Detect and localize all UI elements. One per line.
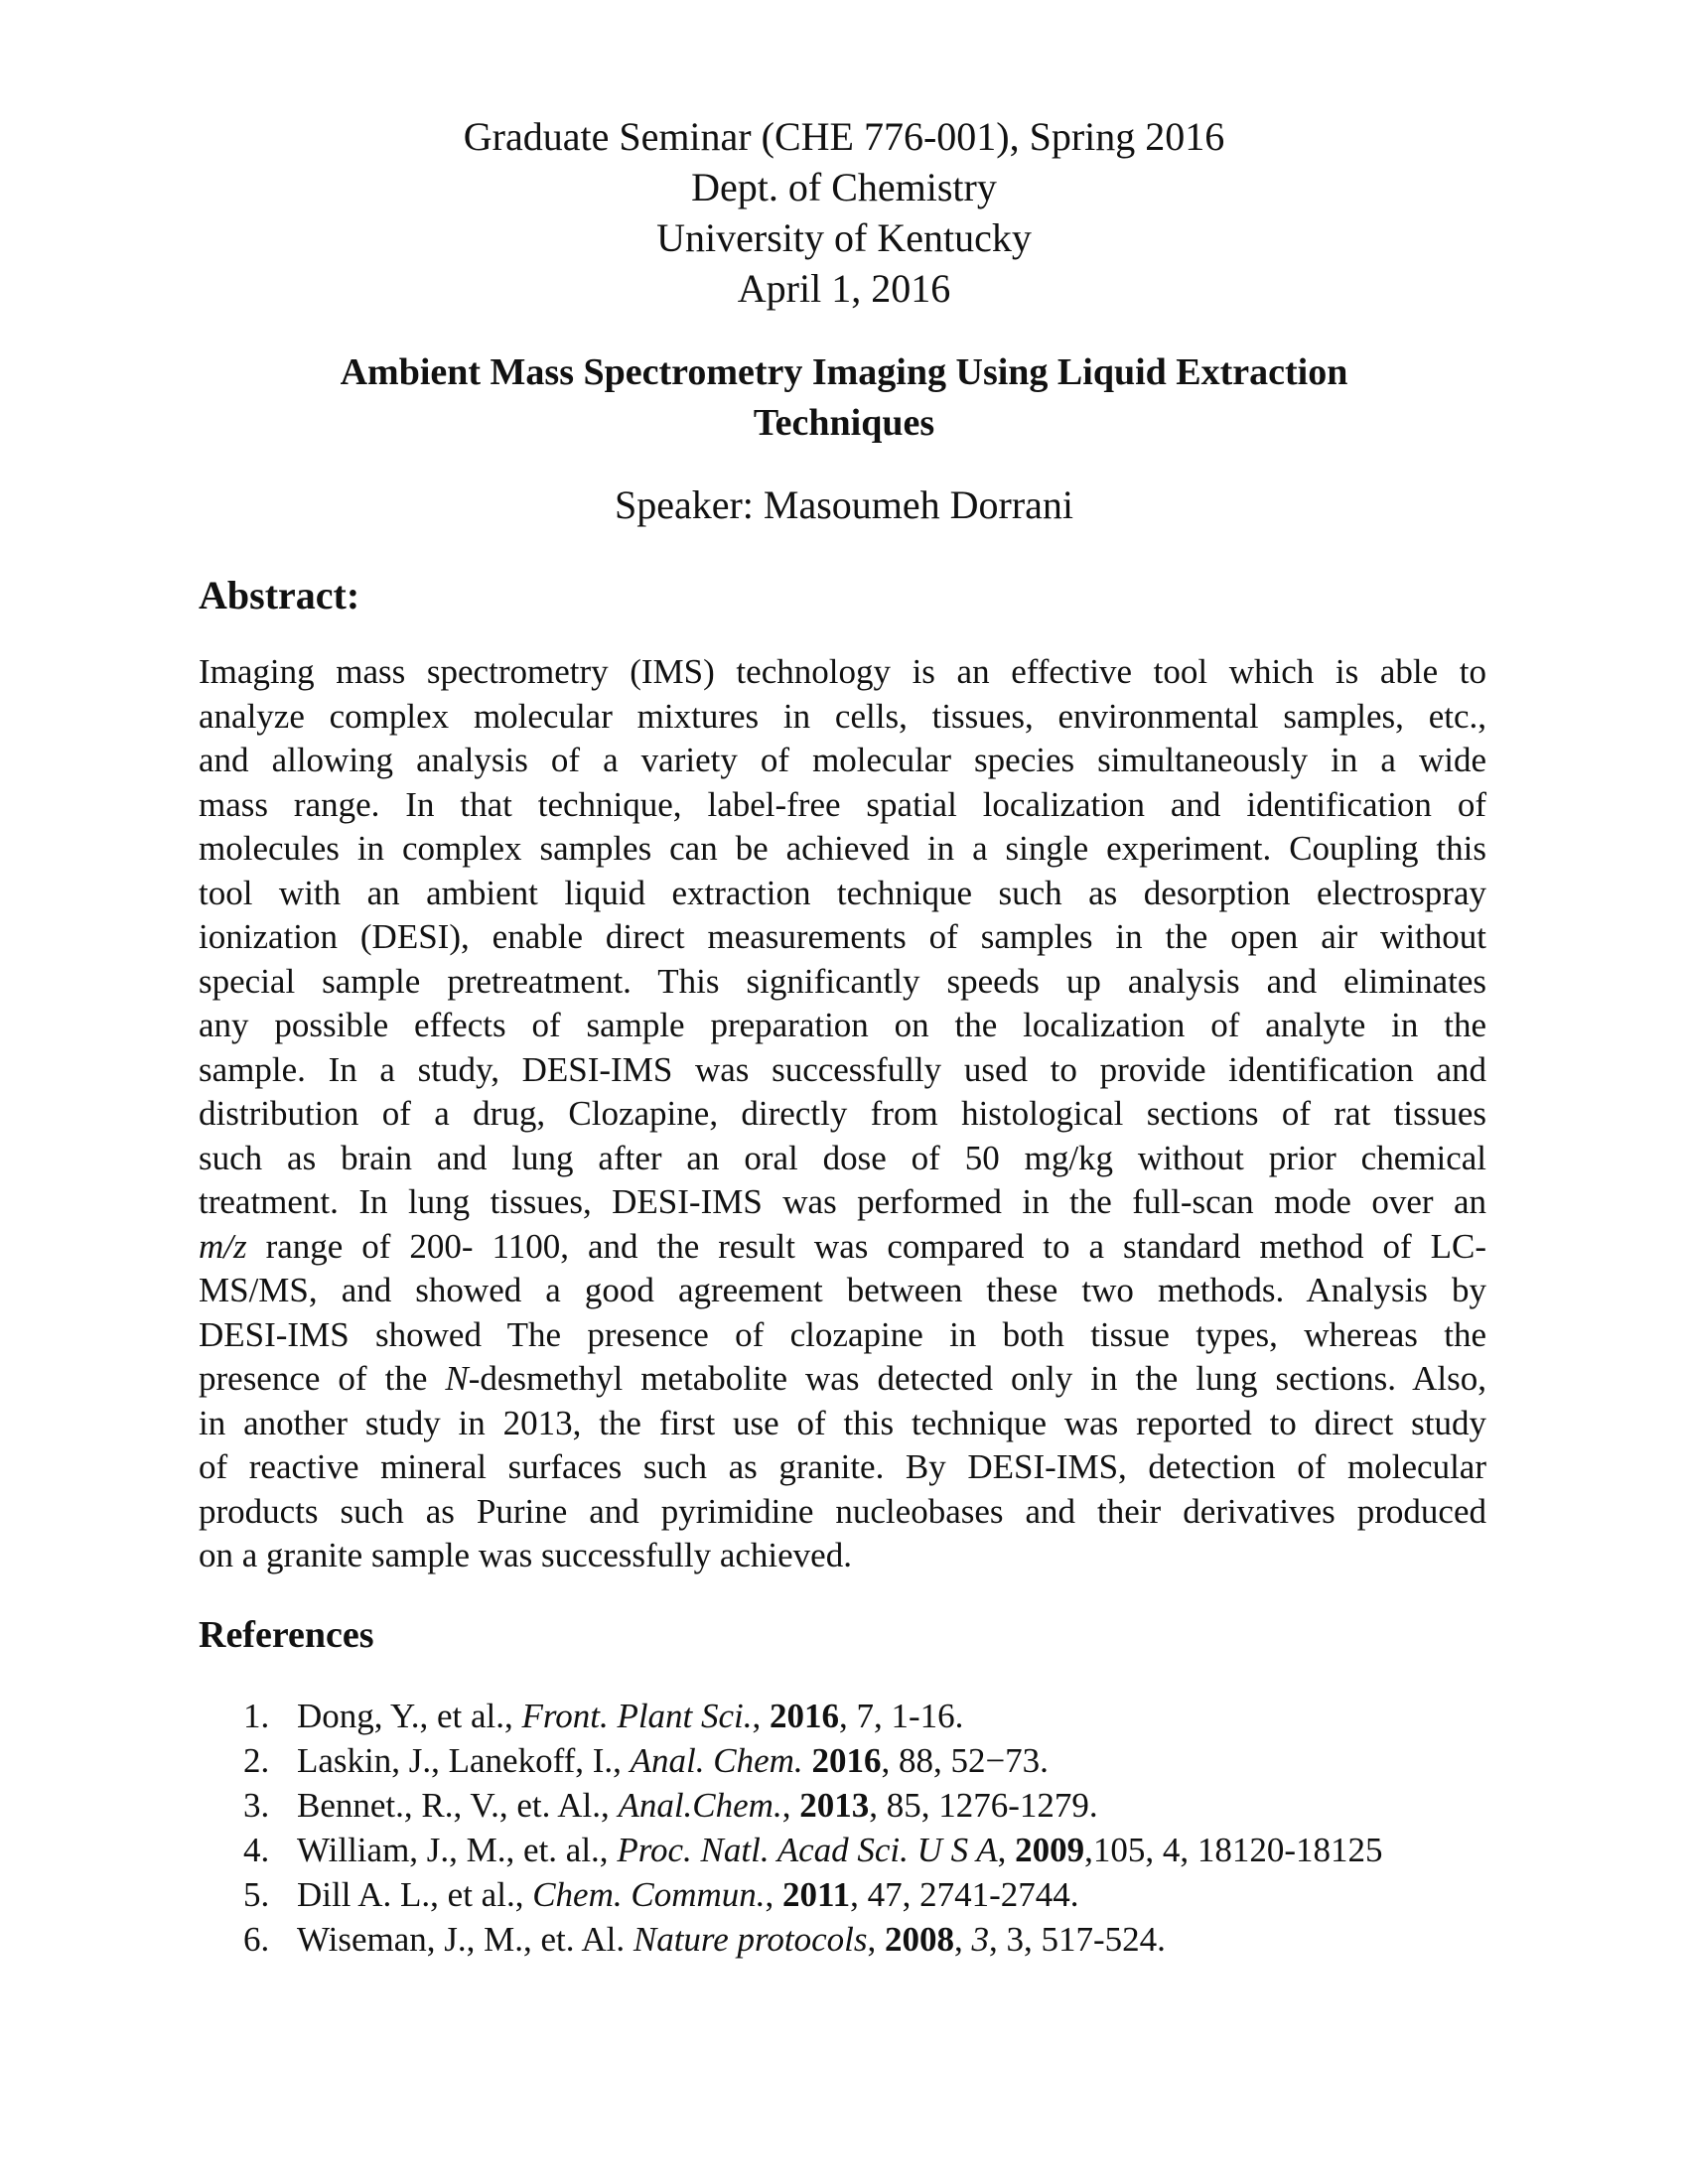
abstract-text: presence of the	[199, 1359, 446, 1398]
reference-volume: 3	[971, 1920, 989, 1959]
reference-number: 5.	[243, 1875, 270, 1914]
reference-separator: ,	[752, 1697, 771, 1735]
reference-year: 2009	[1015, 1831, 1085, 1869]
abstract-line: molecules in complex samples can be achieved in a single experiment. Coupling this	[199, 829, 1486, 868]
reference-year: 2013	[799, 1786, 870, 1825]
reference-number: 1.	[243, 1697, 270, 1735]
reference-authors: Laskin, J., Lanekoff, I.,	[297, 1741, 631, 1780]
reference-journal: Anal. Chem.	[630, 1741, 803, 1780]
abstract-line: Imaging mass spectrometry (IMS) technology is an effective tool which is able to	[199, 652, 1486, 691]
reference-separator: ,	[781, 1786, 800, 1825]
abstract-line: ionization (DESI), enable direct measurements of samples in the open air without	[199, 917, 1486, 956]
reference-separator: ,	[867, 1920, 885, 1959]
reference-details: , 3, 517-524.	[988, 1920, 1166, 1959]
abstract-text: range of 200- 1100, and the result was compared to a standard method of LC-	[246, 1226, 1486, 1266]
abstract-heading: Abstract:	[199, 573, 360, 617]
reference-authors: William, J., M., et. al.,	[297, 1831, 618, 1869]
reference-year: 2016	[770, 1697, 840, 1735]
abstract-line: on a granite sample was successfully achieved.	[199, 1536, 852, 1574]
reference-details: , 7, 1-16.	[839, 1697, 964, 1735]
abstract-line: in another study in 2013, the first use of this technique was reported to direct study	[199, 1403, 1486, 1442]
seminar-date: April 1, 2016	[737, 266, 951, 311]
reference-item	[243, 1783, 1504, 1828]
reference-number: 2.	[243, 1741, 270, 1780]
abstract-line	[199, 1225, 1486, 1270]
reference-item	[243, 1917, 1504, 1962]
seminar-header	[0, 111, 1688, 314]
reference-authors: Dong, Y., et al.,	[297, 1697, 522, 1735]
abstract-line: mass range. In that technique, label-free spatial localization and identification of	[199, 784, 1486, 824]
seminar-university: University of Kentucky	[656, 215, 1032, 260]
abstract-line: any possible effects of sample preparation on the localization of analyte in the	[199, 1006, 1486, 1044]
reference-details: ,105, 4, 18120-18125	[1084, 1831, 1383, 1869]
reference-item	[243, 1738, 1504, 1783]
seminar-course: Graduate Seminar (CHE 776-001), Spring 2016	[463, 114, 1225, 159]
reference-separator: ,	[765, 1875, 783, 1914]
reference-journal: Chem. Commun.	[532, 1875, 766, 1914]
reference-journal: Front. Plant Sci.	[521, 1697, 753, 1735]
abstract-line: MS/MS, and showed a good agreement between these two methods. Analysis by	[199, 1271, 1486, 1309]
reference-number: 4.	[243, 1831, 270, 1869]
seminar-department: Dept. of Chemistry	[691, 165, 997, 209]
reference-authors: Bennet., R., V., et. Al.,	[297, 1786, 619, 1825]
reference-details: ,	[953, 1920, 972, 1959]
abstract-line: tool with an ambient liquid extraction technique such as desorption electrospray	[199, 873, 1486, 912]
reference-separator: ,	[997, 1831, 1016, 1869]
reference-authors: Dill A. L., et al.,	[297, 1875, 533, 1914]
abstract-line	[199, 1357, 1486, 1402]
reference-item	[243, 1694, 1504, 1738]
references-list	[243, 1694, 1504, 1962]
abstract-line: products such as Purine and pyrimidine nucleobases and their derivatives produced	[199, 1491, 1486, 1531]
abstract-line: of reactive mineral surfaces such as granite. By DESI-IMS, detection of molecular	[199, 1447, 1486, 1486]
reference-details: , 85, 1276-1279.	[869, 1786, 1098, 1825]
reference-year: 2016	[811, 1741, 882, 1780]
talk-title	[228, 347, 1460, 449]
reference-journal: Nature protocols	[633, 1920, 868, 1959]
reference-item	[243, 1872, 1504, 1917]
reference-details: , 88, 52−73.	[881, 1741, 1049, 1780]
reference-number: 6.	[243, 1920, 270, 1959]
abstract-line: special sample pretreatment. This significantly speeds up analysis and eliminates	[199, 961, 1486, 1001]
reference-item	[243, 1828, 1504, 1872]
abstract-body	[199, 650, 1486, 1578]
abstract-line: and allowing analysis of a variety of molecular species simultaneously in a wide	[199, 741, 1486, 779]
reference-journal: Proc. Natl. Acad Sci. U S A	[617, 1831, 998, 1869]
reference-number: 3.	[243, 1786, 270, 1825]
references-heading: References	[199, 1614, 374, 1656]
abstract-line: treatment. In lung tissues, DESI-IMS was performed in the full-scan mode over an	[199, 1182, 1486, 1221]
abstract-line: sample. In a study, DESI-IMS was successfully used to provide identification and	[199, 1049, 1486, 1089]
abstract-line: analyze complex molecular mixtures in cells, tissues, environmental samples, etc.,	[199, 696, 1486, 736]
reference-year: 2008	[884, 1920, 954, 1959]
reference-authors: Wiseman, J., M., et. Al.	[297, 1920, 633, 1959]
reference-year: 2011	[782, 1875, 851, 1914]
speaker-name: Speaker: Masoumeh Dorrani	[614, 482, 1074, 527]
abstract-italic-term: N	[445, 1359, 469, 1398]
abstract-line: DESI-IMS showed The presence of clozapine in both tissue types, whereas the	[199, 1314, 1486, 1354]
talk-title-line-1: Ambient Mass Spectrometry Imaging Using Liquid Extraction	[340, 351, 1348, 393]
reference-details: , 47, 2741-2744.	[850, 1875, 1079, 1914]
abstract-text: -desmethyl metabolite was detected only in the lung sections. Also,	[468, 1359, 1486, 1398]
abstract-line: such as brain and lung after an oral dose of 50 mg/kg without prior chemical	[199, 1138, 1486, 1177]
reference-journal: Anal.Chem.	[618, 1786, 782, 1825]
abstract-line: distribution of a drug, Clozapine, directly from histological sections of rat tissues	[199, 1094, 1486, 1133]
talk-title-line-2: Techniques	[753, 402, 935, 444]
abstract-italic-term: m/z	[199, 1226, 247, 1266]
